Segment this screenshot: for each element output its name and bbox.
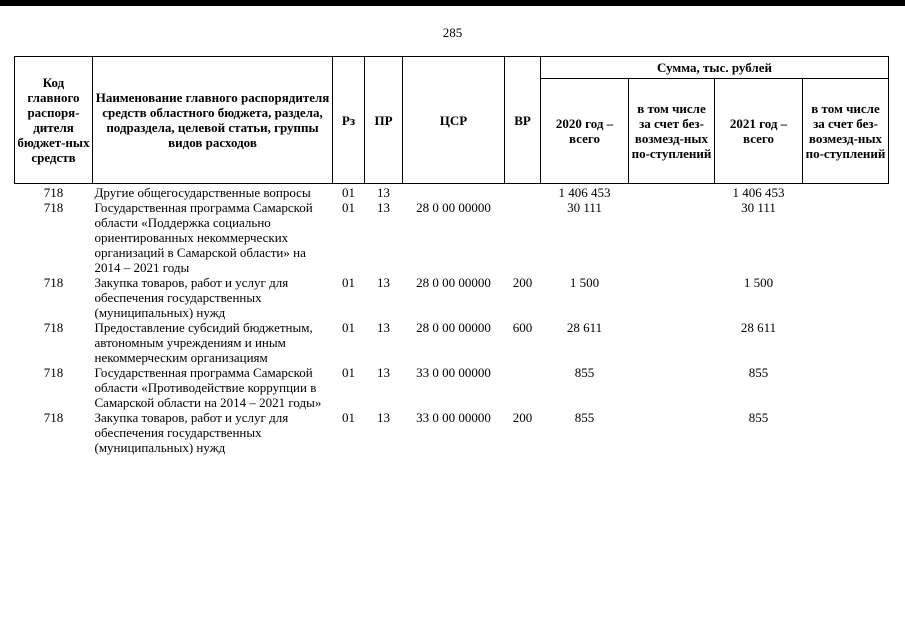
cell-code: 718: [43, 275, 64, 290]
cell-csr: 33 0 00 00000: [416, 410, 491, 425]
cell-csr: 28 0 00 00000: [416, 320, 491, 335]
header-2021-free: в том числе за счет без-возмезд-ных по-ступлений: [803, 79, 889, 184]
cell-rz: 01: [342, 275, 355, 290]
cell-2020-free: [629, 275, 715, 320]
cell-rz: 01: [342, 200, 355, 215]
cell-2020-total: 28 611: [566, 320, 603, 335]
top-rule: [0, 0, 905, 6]
cell-rz: 01: [342, 320, 355, 335]
cell-code: 718: [43, 200, 64, 215]
cell-code: 718: [43, 365, 64, 380]
cell-pr: 13: [377, 200, 390, 215]
cell-rz: 01: [342, 185, 355, 200]
cell-csr: 33 0 00 00000: [416, 365, 491, 380]
cell-2021-free: [803, 320, 889, 365]
header-vr: ВР: [505, 57, 541, 184]
cell-name: Другие общегосударственные вопросы: [94, 185, 311, 200]
header-pr: ПР: [365, 57, 403, 184]
table-row: [15, 184, 889, 201]
cell-csr: 28 0 00 00000: [416, 200, 491, 215]
header-2020-total: 2020 год – всего: [541, 79, 629, 184]
cell-vr: [505, 200, 541, 275]
cell-name: Закупка товаров, работ и услуг для обеспечения государственных (муниципальных) нужд: [94, 410, 289, 455]
cell-2021-free: [803, 410, 889, 455]
cell-vr: [505, 184, 541, 201]
cell-name: Государственная программа Самарской области «Противодействие коррупции в Самарской области на 2014 – 2021 годы»: [94, 365, 322, 410]
cell-2021-total: 30 111: [741, 200, 776, 215]
cell-2021-free: [803, 200, 889, 275]
cell-2020-total: 855: [574, 365, 595, 380]
table-row: [15, 365, 889, 410]
cell-code: 718: [43, 320, 64, 335]
header-name: Наименование главного распорядителя средств областного бюджета, раздела, подраздела, целевой статьи, группы видов расходов: [93, 57, 333, 184]
cell-2020-total: 1 406 453: [558, 185, 611, 200]
cell-csr: [403, 184, 505, 201]
table-header: [15, 57, 889, 184]
cell-pr: 13: [377, 185, 390, 200]
budget-table: [14, 56, 889, 455]
cell-2020-total: 855: [574, 410, 595, 425]
cell-pr: 13: [377, 320, 390, 335]
cell-2021-total: 1 406 453: [732, 185, 785, 200]
header-sum: Сумма, тыс. рублей: [541, 57, 889, 79]
cell-2020-total: 1 500: [569, 275, 600, 290]
cell-2020-free: [629, 184, 715, 201]
cell-2021-total: 1 500: [743, 275, 774, 290]
cell-code: 718: [43, 185, 64, 200]
cell-2020-free: [629, 200, 715, 275]
cell-pr: 13: [377, 275, 390, 290]
cell-pr: 13: [377, 365, 390, 380]
header-2021-total: 2021 год – всего: [715, 79, 803, 184]
table-row: [15, 320, 889, 365]
cell-vr: [505, 365, 541, 410]
table-body: [15, 184, 889, 456]
cell-name: Закупка товаров, работ и услуг для обеспечения государственных (муниципальных) нужд: [94, 275, 289, 320]
cell-2020-free: [629, 320, 715, 365]
cell-name: Предоставление субсидий бюджетным, автономным учреждениям и иным некоммерческим организациям: [94, 320, 313, 365]
cell-2021-free: [803, 365, 889, 410]
cell-vr: 200: [512, 275, 533, 290]
cell-2021-total: 28 611: [740, 320, 777, 335]
table-row: [15, 410, 889, 455]
table-row: [15, 275, 889, 320]
cell-code: 718: [43, 410, 64, 425]
header-code: Код главного распоря-дителя бюджет-ных средств: [15, 57, 93, 184]
header-rz: Рз: [333, 57, 365, 184]
cell-2021-total: 855: [748, 365, 769, 380]
cell-2021-free: [803, 184, 889, 201]
header-csr: ЦСР: [403, 57, 505, 184]
page-number: 285: [442, 25, 463, 40]
cell-csr: 28 0 00 00000: [416, 275, 491, 290]
cell-2021-free: [803, 275, 889, 320]
cell-2021-total: 855: [748, 410, 769, 425]
cell-rz: 01: [342, 410, 355, 425]
cell-pr: 13: [377, 410, 390, 425]
cell-vr: 200: [512, 410, 533, 425]
cell-rz: 01: [342, 365, 355, 380]
cell-vr: 600: [512, 320, 533, 335]
cell-2020-free: [629, 410, 715, 455]
table-row: [15, 200, 889, 275]
cell-2020-free: [629, 365, 715, 410]
cell-2020-total: 30 111: [567, 200, 602, 215]
cell-name: Государственная программа Самарской области «Поддержка социально ориентированных некоммерческих организаций в Самарской области» на 2014 – 2021 годы: [94, 200, 313, 275]
header-2020-free: в том числе за счет без-возмезд-ных по-ступлений: [629, 79, 715, 184]
